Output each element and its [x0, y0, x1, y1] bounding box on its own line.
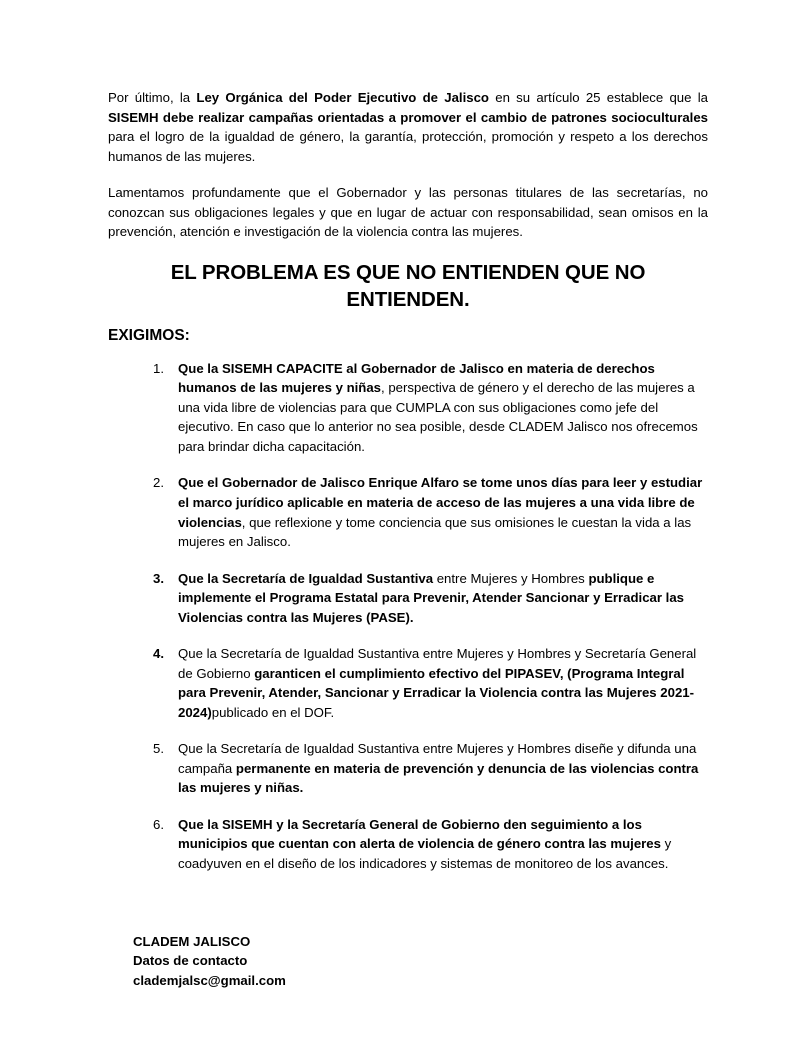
demand-item [108, 473, 708, 551]
text-run: en su artículo 25 establece que la [488, 90, 708, 105]
demand-text [178, 571, 684, 625]
text-run: publicado en el DOF. [211, 704, 335, 720]
footer-block [108, 932, 708, 991]
demand-item [108, 359, 708, 457]
text-run: Por último, la [108, 90, 197, 105]
demand-item [108, 644, 708, 722]
demand-text [178, 817, 671, 871]
demand-number: 3. [153, 570, 164, 586]
demand-number: 1. [153, 360, 164, 376]
emphasis-run: Que la SISEMH y la Secretaría General de Gobierno den seguimiento a los municipios que cuentan con alerta de violencia de género contra las mujeres [178, 816, 661, 852]
demand-item [108, 739, 708, 798]
demand-text [178, 475, 702, 549]
demand-text [178, 361, 698, 454]
emphasis-run: Ley Orgánica del Poder Ejecutivo de Jalisco [196, 90, 489, 105]
footer-contact-label: Datos de contacto [133, 953, 248, 969]
demand-number: 2. [153, 475, 164, 491]
text-run: , perspectiva de género y el derecho de las mujeres a una vida libre de violencias para que CUMPLA con sus obligaciones como jefe del ejecutivo. En caso que lo anterior no sea posible, desde CLADEM Jalisco nos ofrecemos para brindar dicha capacitación. [178, 380, 698, 454]
emphasis-run: publique e implemente el Programa Estatal para Prevenir, Atender Sancionar y Erradicar las Violencias contra las Mujeres (PASE). [178, 570, 684, 625]
demand-text [178, 646, 696, 720]
emphasis-run: permanente en materia de prevención y denuncia de las violencias contra las mujeres y niñas. [178, 760, 699, 796]
demand-number: 5. [153, 741, 164, 757]
footer-organization: CLADEM JALISCO [133, 933, 251, 949]
demand-number: 6. [153, 816, 164, 832]
emphasis-run: SISEMH debe realizar campañas orientadas a promover el cambio de patrones socioculturales [108, 109, 708, 125]
text-run: Lamentamos profundamente que el Gobernador y las personas titulares de las secretarías, no conozcan sus obligaciones legales y que en lugar de actuar con responsabilidad, sean omisos en la prevención, atención e investigación de la violencia contra las mujeres. [108, 185, 708, 240]
text-run: Que la Secretaría de Igualdad Sustantiva entre Mujeres y Hombres y Secretaría General de Gobierno [178, 646, 697, 681]
text-run: entre Mujeres y Hombres [436, 570, 589, 586]
demand-item [108, 815, 708, 874]
text-run: Que la Secretaría de Igualdad Sustantiva entre Mujeres y Hombres diseñe y difunda una campaña [178, 741, 697, 776]
demand-item [108, 569, 708, 628]
text-run: y coadyuven en el diseño de los indicadores y sistemas de monitoreo de los avances. [178, 836, 672, 871]
emphasis-run: Que la SISEMH CAPACITE al Gobernador de Jalisco en materia de derechos humanos de las mujeres y niñas [178, 360, 655, 396]
emphasis-run: Que el Gobernador de Jalisco Enrique Alfaro se tome unos días para leer y estudiar el marco jurídico aplicable en materia de acceso de las mujeres a una vida libre de violencias [178, 475, 703, 530]
emphasis-run: garanticen el cumplimiento efectivo del PIPASEV, (Programa Integral para Prevenir, Atender, Sancionar y Erradicar la Violencia contra las Mujeres 2021-2024) [178, 665, 695, 720]
text-run: , que reflexione y tome conciencia que sus omisiones le cuestan la vida a las mujeres en Jalisco. [178, 514, 692, 550]
headline-statement: EL PROBLEMA ES QUE NO ENTIENDEN QUE NO ENTIENDEN. [170, 260, 646, 311]
demand-text [178, 741, 698, 795]
demand-number: 4. [153, 646, 164, 662]
demands-list [108, 359, 708, 874]
emphasis-run: Que la Secretaría de Igualdad Sustantiva [178, 570, 437, 586]
text-run: para el logro de la igualdad de género, la garantía, protección, promoción y respeto a los derechos humanos de las mujeres. [108, 129, 708, 164]
paragraph-lament [108, 183, 708, 242]
footer-email: clademjalsc@gmail.com [133, 973, 286, 989]
paragraph-final-law [108, 88, 708, 166]
demands-heading: EXIGIMOS: [108, 326, 190, 344]
